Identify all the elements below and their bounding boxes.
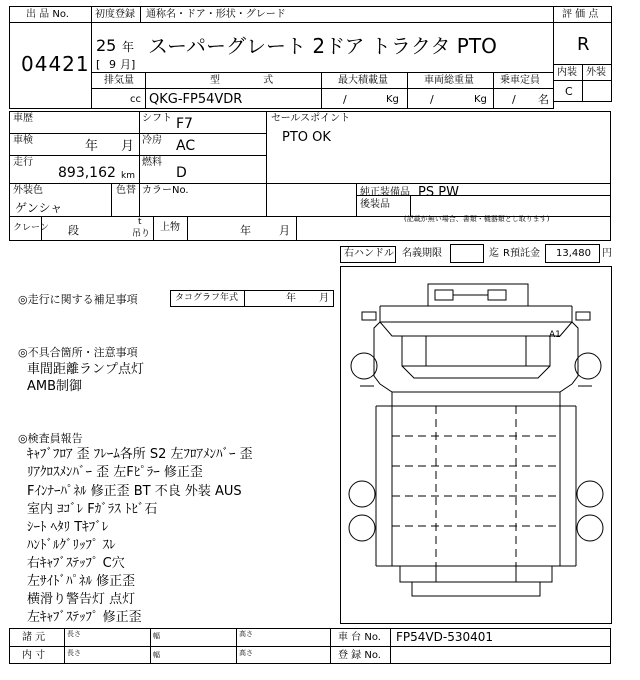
mileage-label: 走行 [13,157,33,168]
crane-hang-unit: 吊り [132,229,151,239]
elevator-label: 上物 [160,222,180,233]
sales-point-text: PTO OK [282,130,331,145]
spec-width-label: 幅 [153,632,160,640]
report-line: 横滑り警告灯 点灯 [27,592,136,607]
steering-value: 右ハンドル [344,248,394,259]
displacement-label: 排気量 [104,75,134,86]
tachograph-year-unit: 年 [286,293,296,304]
recycle-label: R預託金 [503,248,540,259]
shift-value: F7 [176,116,193,132]
score-label: 評 価 点 [562,9,599,20]
crane-t-unit: t [138,217,142,227]
aftermarket-label: 後装品 [360,199,390,210]
equipment-value: PS PW [418,185,459,200]
inspection-year-unit: 年 [85,139,99,154]
ac-label: 冷房 [142,135,162,146]
gross-weight-kg: Kg [474,94,487,105]
shift-label: シフト [142,113,172,124]
max-load-kg: Kg [386,94,399,105]
diagram-marker: A1 [549,330,561,340]
elevator-month-unit: 月 [279,224,290,237]
report-line: 左ｷｬﾌﾞｽﾃｯﾌﾟ 修正歪 [27,610,142,625]
color-change-label: 色替 [116,185,136,196]
equipment-label: 純正装備品 [360,187,410,198]
crane-label: クレーン [13,223,49,233]
size-label: 内 寸 [22,650,46,661]
color-no-label: カラーNo. [142,185,189,196]
report-line: ﾊﾝﾄﾞﾙｸﾞﾘｯﾌﾟ ｽﾚ [27,538,116,553]
spec-length-label: 長さ [67,630,81,638]
reg-year: 25 [96,36,117,55]
capacity-label: 乗車定員 [500,75,540,86]
type-label: 型 式 [210,75,274,86]
chassis-label: 車 台 No. [338,632,381,643]
capacity-unit: 名 [538,93,549,106]
mileage-unit: km [121,171,135,181]
report-line: ｼｰﾄ ﾍﾀﾘ Tｷﾌﾞﾚ [27,520,109,535]
reg-month: 9 [109,58,116,71]
chassis-value: FP54VD-530401 [396,630,493,644]
truck-diagram [340,266,612,624]
score-value: R [577,34,590,55]
size-length-label: 長さ [67,649,81,657]
color-value: ゲンシャ [15,201,63,215]
gross-weight-slash: / [430,93,434,106]
reg-year-unit: 年 [122,40,135,54]
tachograph-label: タコグラフ年式 [175,293,239,303]
recycle-value: 13,480 [556,248,591,259]
crane-stage-unit: 段 [68,224,79,237]
defect-label: ◎不具合箇所・注意事項 [18,346,138,359]
first-reg-label: 初度登録 [95,9,135,20]
fuel-label: 燃料 [142,157,162,168]
sales-point-label: セールスポイント [271,113,351,124]
size-width-label: 幅 [153,651,160,659]
spec-label: 諸 元 [22,632,46,643]
aftermarket-note: (記載が無い場合、書類・機器類とし取ります) [404,215,550,223]
lot-number: 04421 [21,52,90,76]
inspection-label: 車検 [13,135,33,146]
driving-notes-label: ◎走行に関する補足事項 [18,293,138,306]
name-change-box [450,244,484,263]
color-label: 外装色 [13,185,43,196]
fuel-value: D [176,165,187,181]
interior-label: 内装 [557,67,577,78]
size-height-label: 高さ [239,649,253,657]
name-change-label: 名義期限 [402,248,442,259]
report-line: Fｲﾝﾅｰﾊﾟﾈﾙ 修正歪 BT 不良 外装 AUS [27,484,242,499]
max-load-slash: / [343,93,347,106]
defect-line: 車間距離ランプ点灯 [27,362,145,377]
inspector-label: ◎検査員報告 [18,432,83,445]
interior-score: C [565,85,573,98]
defect-line: AMB制御 [27,379,83,394]
reg-month-open: [ [96,58,101,71]
ac-value: AC [176,138,196,154]
model-name: スーパーグレート 2ドア トラクタ PTO [148,34,497,58]
capacity-slash: / [512,93,516,106]
report-line: ﾘｱｸﾛｽﾒﾝﾊﾞｰ 歪 左Fﾋﾟﾗｰ 修正歪 [27,465,203,480]
history-label: 車歴 [13,113,33,124]
recycle-unit: 円 [602,248,612,259]
report-line: 左ｻｲﾄﾞﾊﾟﾈﾙ 修正歪 [27,574,136,589]
model-code: QKG-FP54VDR [149,92,243,107]
mileage-value: 893,162 [58,165,116,181]
exterior-label: 外装 [586,67,606,78]
report-line: 室内 ﾖｺﾞﾚ Fｶﾞﾗｽ ﾄﾋﾞ石 [27,502,158,517]
spec-height-label: 高さ [239,630,253,638]
inspection-month-unit: 月 [121,139,135,154]
lot-label: 出 品 No. [26,9,69,20]
elevator-year-unit: 年 [240,224,251,237]
cc-unit: cc [130,94,141,105]
tachograph-month-unit: 月 [319,293,329,304]
max-load-label: 最大積載量 [338,75,388,86]
name-change-sep: 迄 [489,248,499,259]
reg-month-unit: 月] [120,58,136,71]
gross-weight-label: 車両総重量 [424,75,474,86]
model-desc-label: 通称名・ドア・形状・グレード [146,9,286,20]
reg-label: 登 録 No. [338,650,381,661]
report-line: ｷｬﾌﾞﾌﾛｱ 歪 ﾌﾚｰﾑ各所 S2 左ﾌﾛｱﾒﾝﾊﾞｰ 歪 [27,447,253,462]
report-line: 右ｷｬﾌﾞｽﾃｯﾌﾟ C穴 [27,556,125,571]
